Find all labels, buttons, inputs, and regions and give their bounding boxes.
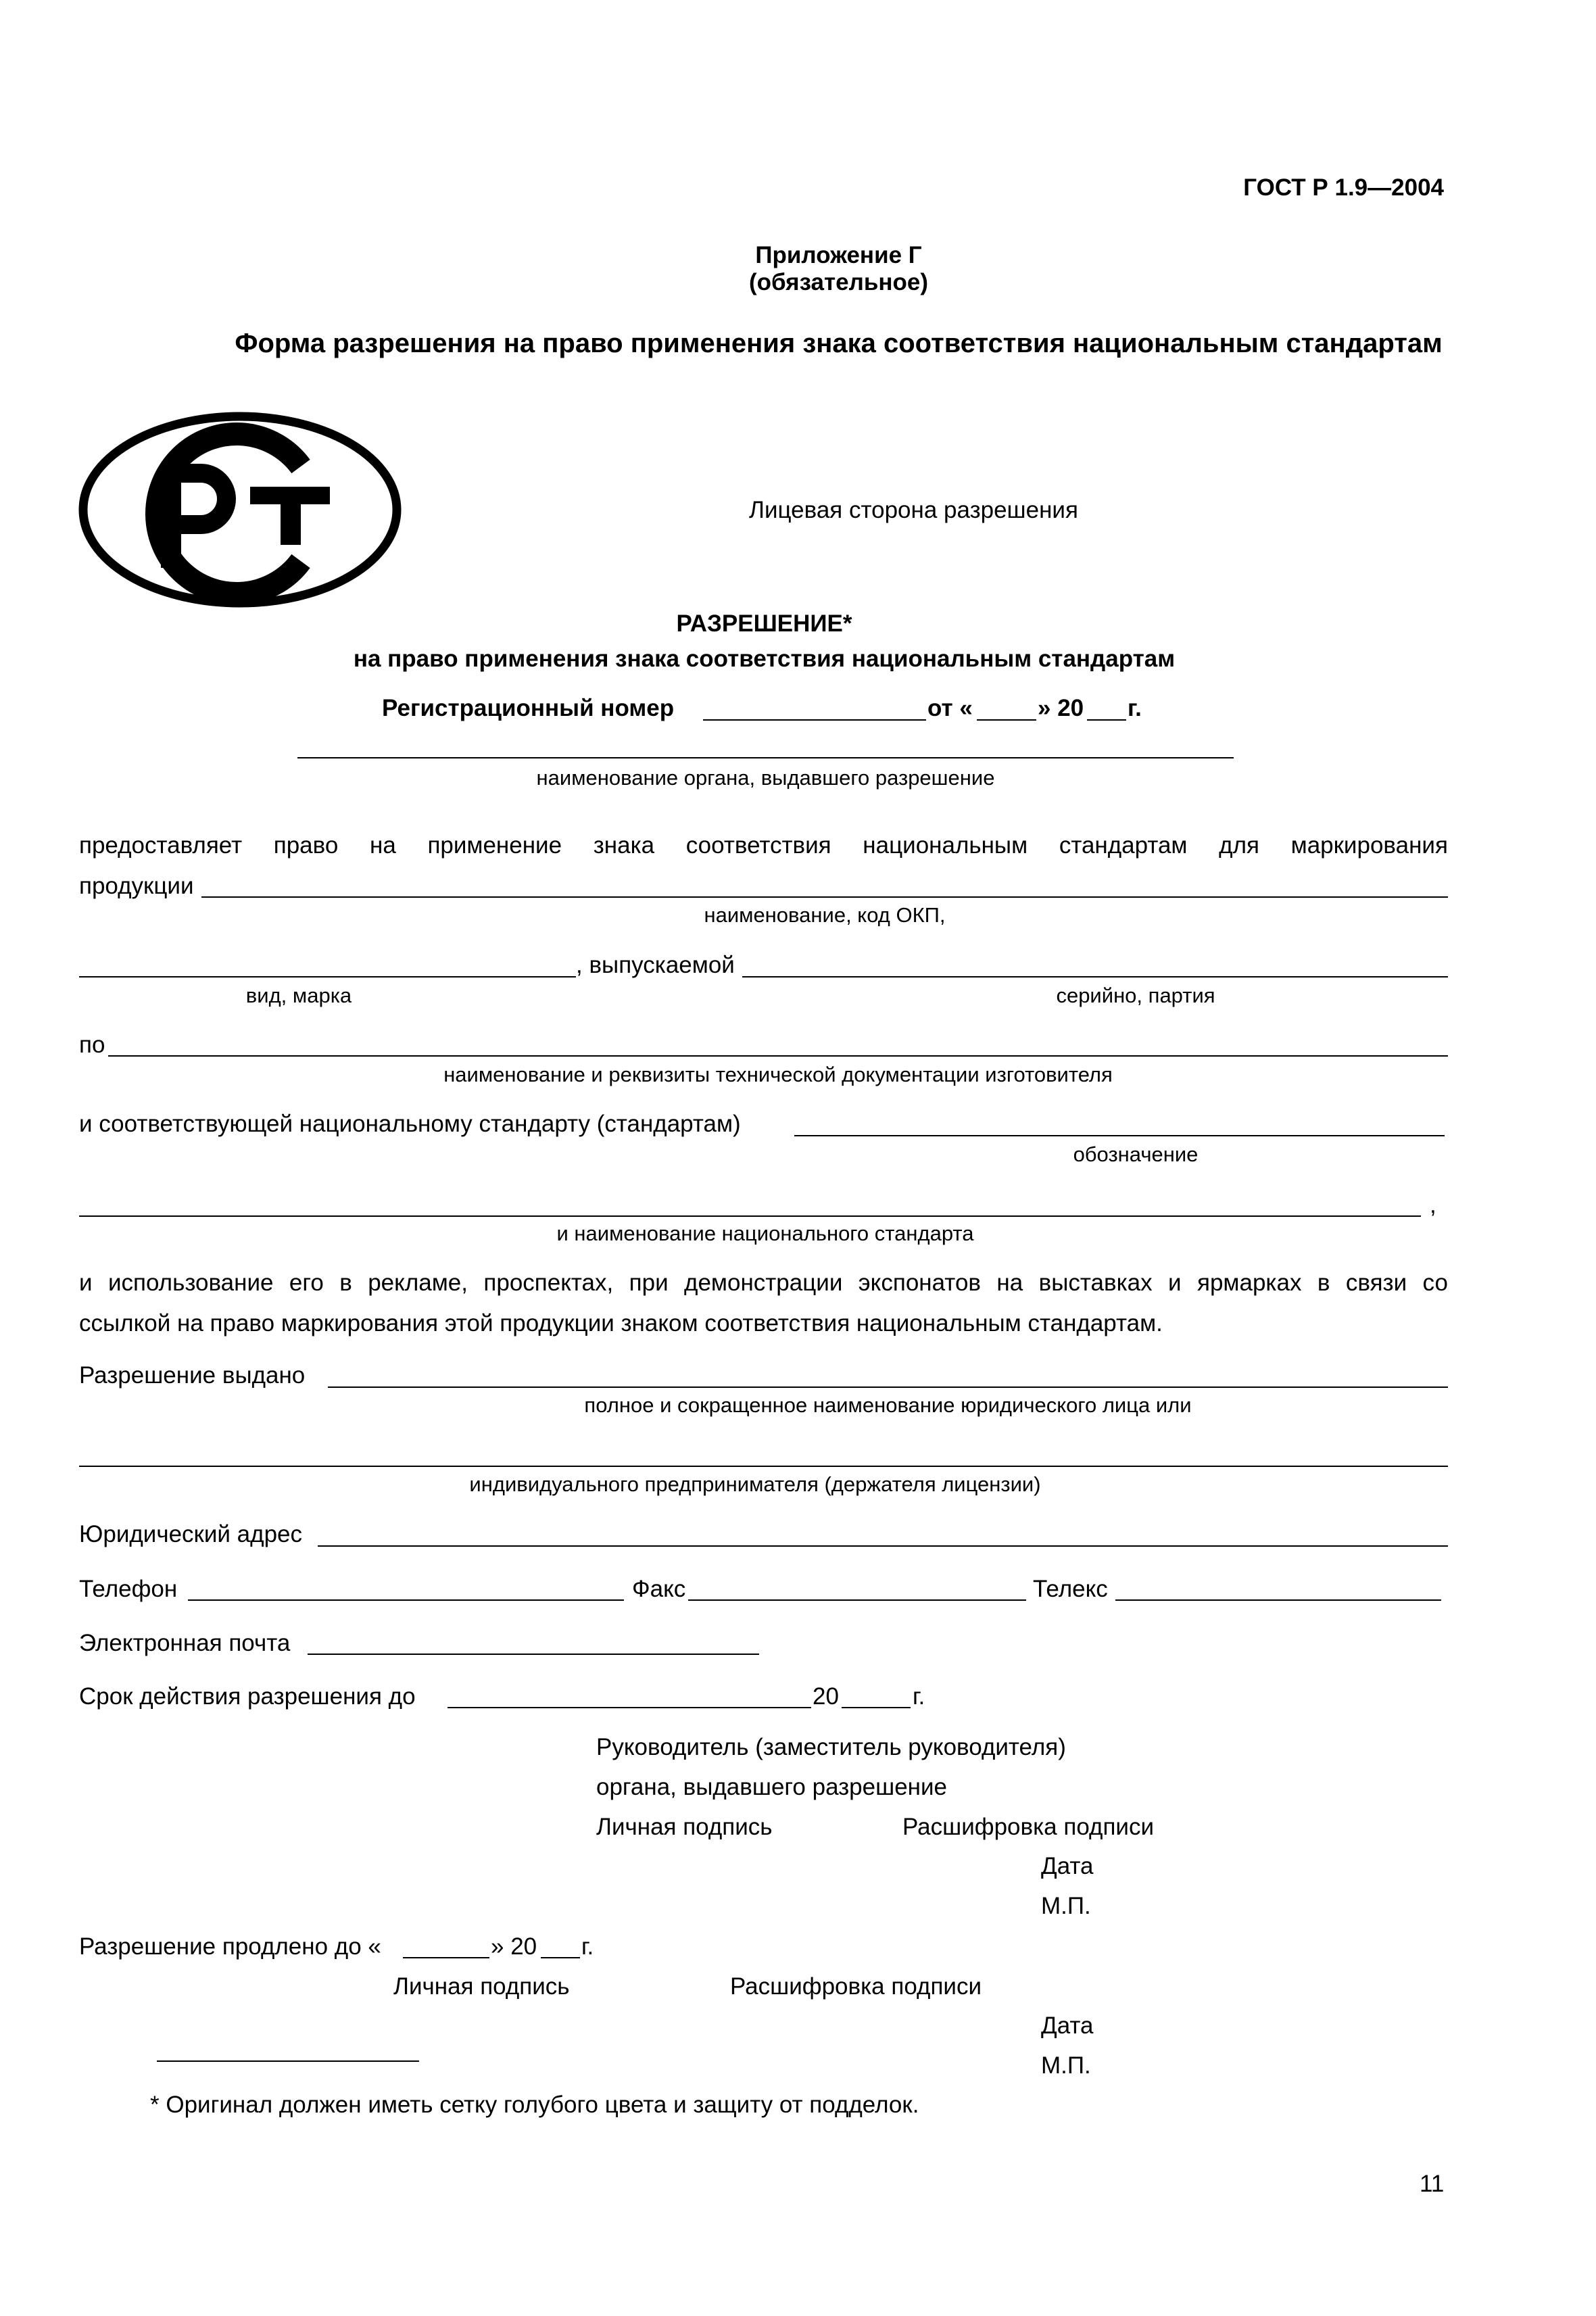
permit-subtitle: на право применения знака соответствия национальным стандартам: [353, 646, 1176, 672]
validity-year-label: 20: [813, 1683, 839, 1710]
address-label: Юридический адрес: [79, 1521, 303, 1547]
po-label: по: [79, 1032, 105, 1058]
usage-line-2: ссылкой на право маркирования этой продукции знаком соответствия национальным стандартам.: [79, 1310, 1163, 1336]
reg-year-label: » 20: [1038, 695, 1084, 721]
caption-standard-name: и наименование национального стандарта: [556, 1222, 974, 1245]
usage-line-1: и использование его в рекламе, проспектах, при демонстрации экспонатов на выставках и ярмарках в связи со: [79, 1270, 1448, 1296]
caption-techdoc: наименование и реквизиты технической документации изготовителя: [443, 1063, 1113, 1086]
phone-label: Телефон: [79, 1576, 178, 1602]
extension-label: Разрешение продлено до «: [79, 1933, 381, 1960]
date-label: Дата: [1041, 1853, 1094, 1879]
caption-name-code: наименование, код ОКП,: [704, 903, 946, 927]
grant-line: предоставляет право на применение знака соответствия национальным стандартам для маркирования: [79, 832, 1448, 859]
fax-field[interactable]: [688, 1599, 1026, 1601]
email-label: Электронная почта: [79, 1630, 291, 1656]
techdoc-field[interactable]: [108, 1055, 1448, 1057]
telex-label: Телекс: [1033, 1576, 1108, 1602]
stamp-label: М.П.: [1041, 1893, 1091, 1919]
standard-name-field[interactable]: [79, 1215, 1421, 1217]
reg-number-label: Регистрационный номер: [382, 695, 675, 721]
validity-label: Срок действия разрешения до: [79, 1683, 416, 1710]
document-number: ГОСТ Р 1.9—2004: [1243, 174, 1444, 201]
reg-number-field[interactable]: [703, 719, 926, 721]
issued-label: Разрешение выдано: [79, 1362, 306, 1389]
side-note: Лицевая сторона разрешения: [749, 497, 1078, 523]
sign-decoding-label: Расшифровка подписи: [902, 1814, 1154, 1840]
issuer-name-field[interactable]: [297, 757, 1234, 758]
caption-serial: серийно, партия: [1056, 984, 1215, 1007]
email-field[interactable]: [308, 1654, 759, 1655]
extension-date: Дата: [1041, 2012, 1094, 2039]
page-number: 11: [1420, 2171, 1445, 2197]
caption-designation: обозначение: [1073, 1142, 1199, 1166]
permit-title: РАЗРЕШЕНИЕ*: [676, 610, 852, 637]
reg-day-field[interactable]: [977, 719, 1036, 721]
footnote: * Оригинал должен иметь сетку голубого цвета и защиту от подделок.: [150, 2092, 919, 2118]
extension-stamp: М.П.: [1041, 2052, 1091, 2079]
form-title: Форма разрешения на право применения знака соответствия национальным стандартам: [235, 329, 1443, 358]
fax-label: Факс: [632, 1576, 686, 1602]
validity-year-field[interactable]: [842, 1707, 911, 1708]
product-label: продукции: [79, 873, 194, 899]
kind-field[interactable]: [79, 976, 576, 978]
issued-to-field-2[interactable]: [79, 1466, 1448, 1467]
conform-label: и соответствующей национальному стандарту (стандартам): [79, 1111, 741, 1137]
appendix-kind: (обязательное): [748, 269, 928, 295]
reg-year-field[interactable]: [1087, 719, 1126, 721]
issuer-caption: наименование органа, выдавшего разрешение: [536, 766, 995, 790]
phone-field[interactable]: [188, 1599, 624, 1601]
caption-legal-2: индивидуального предпринимателя (держателя лицензии): [469, 1472, 1041, 1496]
serial-field[interactable]: [742, 976, 1448, 978]
designation-field[interactable]: [794, 1135, 1445, 1136]
validity-date-field[interactable]: [448, 1707, 811, 1708]
head-line-2: органа, выдавшего разрешение: [596, 1774, 948, 1800]
comma: ,: [1430, 1192, 1436, 1218]
produced-label: , выпускаемой: [576, 952, 735, 978]
appendix-title: Приложение Г: [755, 242, 922, 268]
extension-personal-sign: Личная подпись: [393, 1973, 570, 2000]
head-line-1: Руководитель (заместитель руководителя): [596, 1734, 1066, 1760]
footnote-rule: [157, 2060, 419, 2062]
product-field[interactable]: [201, 896, 1448, 898]
extension-g-label: г.: [581, 1933, 594, 1960]
caption-kind: вид, марка: [245, 984, 352, 1007]
rst-logo-icon: [78, 411, 402, 611]
extension-day-field[interactable]: [403, 1957, 489, 1958]
address-field[interactable]: [318, 1545, 1448, 1547]
extension-year-field[interactable]: [541, 1957, 580, 1958]
reg-g-label: г.: [1128, 695, 1142, 721]
personal-sign-label: Личная подпись: [596, 1814, 773, 1840]
extension-year-label: » 20: [491, 1933, 537, 1960]
extension-sign-decoding: Расшифровка подписи: [730, 1973, 982, 2000]
caption-legal-1: полное и сокращенное наименование юридического лица или: [584, 1393, 1192, 1417]
validity-g-label: г.: [913, 1683, 925, 1710]
issued-to-field[interactable]: [328, 1386, 1448, 1388]
telex-field[interactable]: [1115, 1599, 1441, 1601]
reg-from-label: от «: [927, 695, 973, 721]
